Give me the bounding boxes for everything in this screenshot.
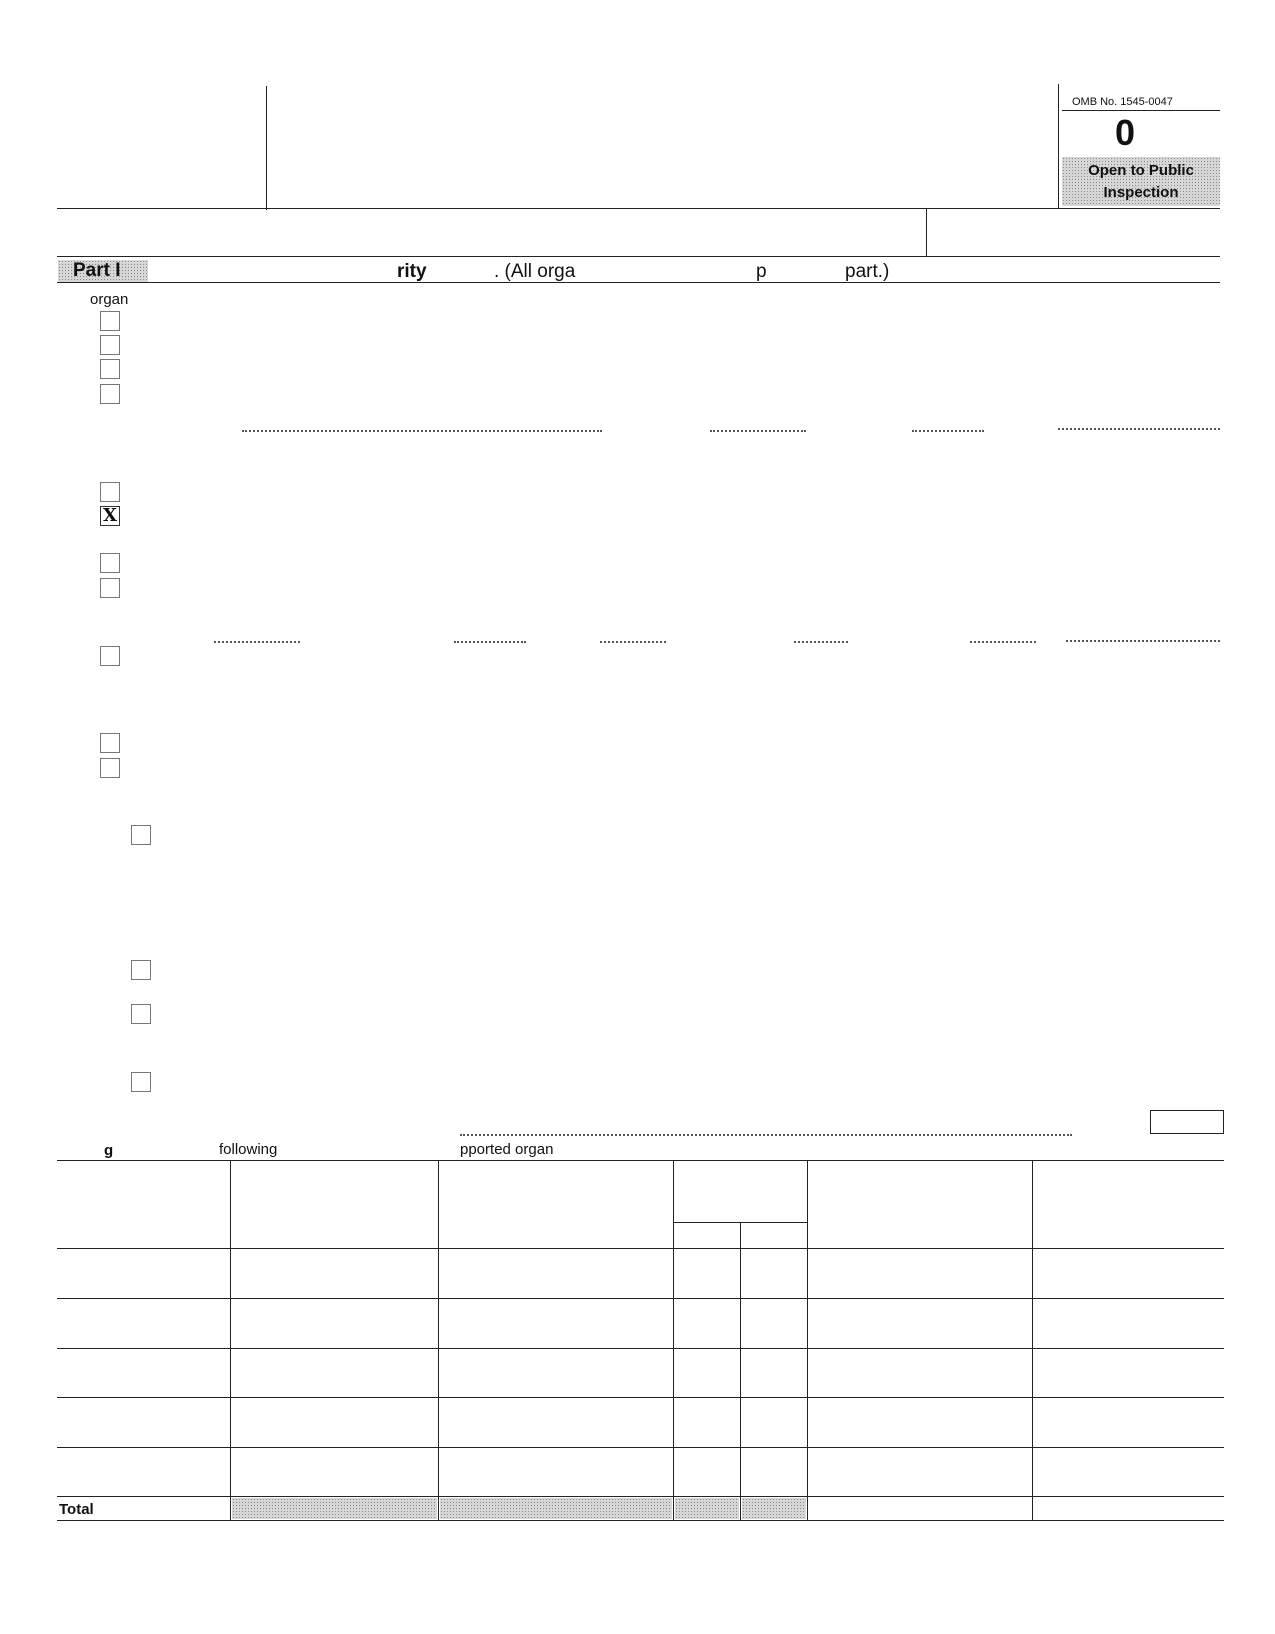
table-total-label: Total xyxy=(59,1501,94,1518)
omb-number: OMB No. 1545-0047 xyxy=(1072,96,1173,108)
leader-dots-1b xyxy=(710,430,806,432)
table-col-divider-5 xyxy=(807,1160,808,1520)
checkbox-9[interactable] xyxy=(100,646,120,666)
checkbox-5[interactable] xyxy=(100,482,120,502)
checkbox-8[interactable] xyxy=(100,578,120,598)
table-row-3-bottom xyxy=(57,1397,1224,1398)
checkbox-13[interactable] xyxy=(131,960,151,980)
leader-dots-2a xyxy=(214,641,300,643)
leader-dots-2d xyxy=(794,641,848,643)
line-g-fragment-2: pported organ xyxy=(460,1141,554,1158)
table-col-divider-2 xyxy=(438,1160,439,1520)
header-bottom-rule xyxy=(57,208,1220,209)
header-divider-right xyxy=(1058,84,1059,208)
part1-header-fragment-3: p xyxy=(756,261,767,282)
table-col-divider-3 xyxy=(673,1160,674,1520)
table-bottom-rule xyxy=(57,1520,1224,1521)
part1-header-fragment-4: part.) xyxy=(845,261,890,282)
table-top-rule xyxy=(57,1160,1224,1161)
leader-dots-1d xyxy=(1058,428,1220,430)
checkbox-3[interactable] xyxy=(100,359,120,379)
table-row-5-bottom xyxy=(57,1496,1224,1497)
checkbox-11[interactable] xyxy=(100,758,120,778)
omb-underline xyxy=(1062,110,1220,111)
table-header-bottom xyxy=(57,1248,1224,1249)
table-row-4-bottom xyxy=(57,1447,1224,1448)
leader-dots-2c xyxy=(600,641,666,643)
part1-header-fragment-2: . (All orga xyxy=(494,261,576,282)
table-col-divider-6 xyxy=(1032,1160,1033,1520)
name-ein-divider xyxy=(926,208,927,256)
total-shade-col2 xyxy=(232,1498,437,1519)
open-to-public-line2: Inspection xyxy=(1103,184,1179,201)
table-col-divider-4 xyxy=(740,1222,741,1520)
checkbox-2[interactable] xyxy=(100,335,120,355)
total-shade-col3 xyxy=(440,1498,672,1519)
table-row-1-bottom xyxy=(57,1298,1224,1299)
leader-dots-2f xyxy=(1066,640,1220,642)
table-col-divider-1 xyxy=(230,1160,231,1520)
total-shade-col4b xyxy=(742,1498,806,1519)
tax-year: 0 xyxy=(1114,112,1136,153)
name-row-bottom xyxy=(57,256,1220,257)
part1-header-bottom xyxy=(57,282,1220,283)
part1-header-fragment-1: rity xyxy=(397,261,427,282)
checkbox-15[interactable] xyxy=(131,1072,151,1092)
leader-dots-2e xyxy=(970,641,1036,643)
checkbox-1[interactable] xyxy=(100,311,120,331)
line-g-fragment-1: following xyxy=(219,1141,278,1158)
leader-dots-2b xyxy=(454,641,526,643)
table-row-2-bottom xyxy=(57,1348,1224,1349)
part1-label: Part I xyxy=(73,260,121,281)
leader-dots-3 xyxy=(460,1134,1072,1136)
checkbox-6[interactable]: X xyxy=(100,506,120,526)
checkbox-10[interactable] xyxy=(100,733,120,753)
amount-entry-box[interactable] xyxy=(1150,1110,1224,1134)
checkbox-4[interactable] xyxy=(100,384,120,404)
line-g-letter: g xyxy=(104,1142,114,1159)
header-divider-left xyxy=(266,86,267,210)
total-shade-col4a xyxy=(675,1498,739,1519)
line1-fragment: organ xyxy=(90,291,129,308)
checkbox-14[interactable] xyxy=(131,1004,151,1024)
open-to-public-line1: Open to Public xyxy=(1088,162,1194,179)
checkbox-12[interactable] xyxy=(131,825,151,845)
leader-dots-1c xyxy=(912,430,984,432)
leader-dots-1a xyxy=(242,430,602,432)
checkbox-7[interactable] xyxy=(100,553,120,573)
